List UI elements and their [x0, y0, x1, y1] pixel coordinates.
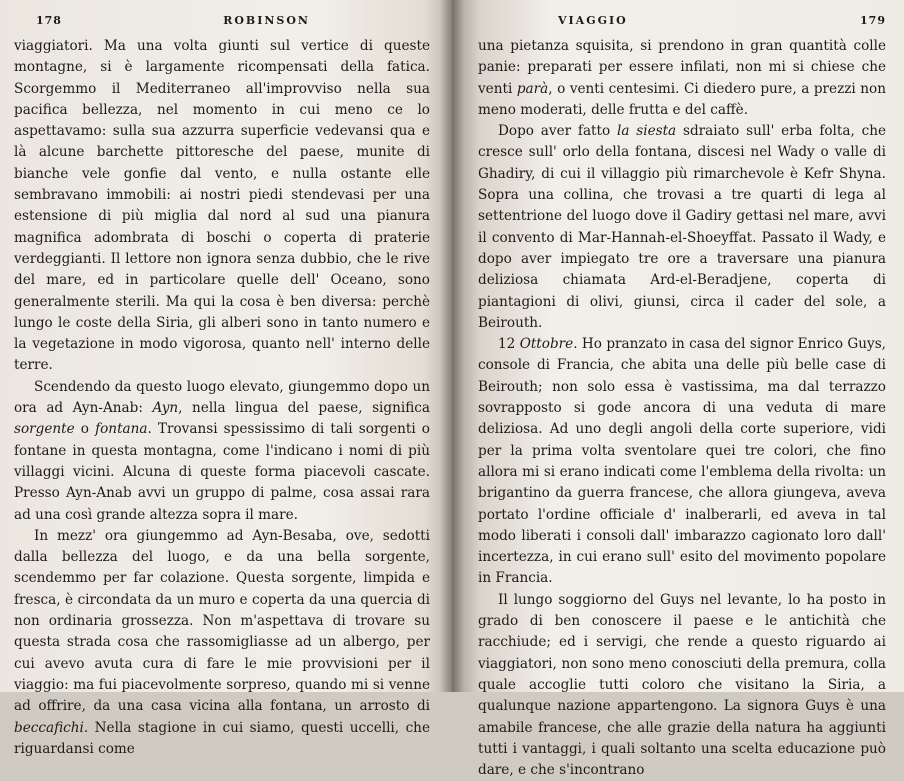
page-number: 179 [860, 14, 886, 27]
italic-text: fontana [95, 421, 148, 438]
text-run: Il lungo soggiorno del Guys nel levante, lo ha posto in grado di ben conoscere il paese e le antichità che racchiude; ed i servigi, che rende a questo riguardo ai viaggiatori, non sono meno conosciuti della premura, colla quale accoglie tutti coloro che visitano la Siria, a qualunque nazione appartengono. La signora Guys è una amabile francese, che alle grazie della natura ha aggiunti tutti i vantaggi, i quali soltanto una scelta educazione può dare, e che s'incontrano [478, 591, 886, 779]
left-page-body [14, 36, 430, 760]
italic-text: la siesta [616, 123, 677, 140]
text-run: , o venti centesimi. Ci diedero pure, a prezzi non meno moderati, delle frutta e del caffè. [478, 80, 886, 118]
paragraph [478, 36, 886, 121]
left-page-header [14, 14, 430, 36]
text-run: . Ho pranzato in casa del signor Enrico Guys, console di Francia, che abita una delle più belle case di Beirouth; non solo essa è vastissima, ma dal terrazzo sovrapposto si gode ancora di una veduta di mare deliziosa. Ad uno degli angoli della corte superiore, vidi per la prima volta sventolare quei tre colori, che fino allora mi si erano indicati come l'emblema della rivolta: un brigantino da guerra francese, che allora giungeva, aveva portato l'ordine officiale d' inalberarli, ed aveva in tal modo liberati i consoli dall' imbarazzo cagionato loro dall' incertezza, in cui erano sull' esito del movimento popolare in Francia. [478, 336, 886, 587]
italic-text: Ayn [152, 400, 179, 417]
paragraph [14, 526, 430, 760]
text-run: sdraiato sull' erba folta, che cresce sull' orlo della fontana, discesi nel Wady o valle di Ghadiry, di cui il villaggio più rimarchevole è Kefr Shyna. Sopra una collina, che trovasi a tre quarti di lega al settentrione del luogo dove il Gadiry gettasi nel mare, avvi il convento di Mar-Hannah-el-Shoeyffat. Passato il Wady, e dopo aver impiegato tre ore a traversare una pianura deliziosa chiamata Ard-el-Beradjene, coperta di piantagioni di olivi, giunsi, circa il cader del sole, a Beirouth. [478, 123, 886, 331]
text-run: o [74, 421, 96, 438]
text-run: Scendendo da questo luogo elevato, giungemmo dopo un ora ad Ayn-Anab: [14, 378, 430, 417]
text-run: Dopo aver fatto [498, 123, 617, 140]
left-page [0, 0, 452, 757]
paragraph [14, 36, 430, 377]
running-head: VIAGGIO [558, 14, 628, 27]
paragraph [478, 121, 886, 334]
right-page-body [478, 36, 886, 781]
italic-text: Ottobre [519, 336, 574, 353]
text-run: viaggiatori. Ma una volta giunti sul vertice di queste montagne, si è largamente ricompensati della fatica. Scorgemmo il Mediterraneo all'improvviso nella sua pacifica bellezza, nel momento in cui meno ce lo aspettavamo: sulla sua azzurra superficie vedevansi qua e là alcune barchette pittoresche del paese, munite di bianche vele gonfie dal vento, e nulla ostante elle sembravano immobili: ai nostri piedi stendevasi per una estensione di più miglia dal nord al sud una pianura magnifica adombrata di boschi o coperta di praterie verdeggianti. Il lettore non ignora senza dubbio, che le rive del mare, ed in particolare quelle dell' Oceano, sono generalmente sterili. Ma qui la cosa è ben diversa: perchè lungo le coste della Siria, gli alberi sono in tanto numero e la vegetazione in modo vigorosa, quanto nell' interno delle terre. [14, 38, 430, 374]
right-page [452, 0, 904, 779]
text-run: . Nella stagione in cui siamo, questi uccelli, che riguardansi come [14, 719, 430, 757]
page-number: 178 [36, 14, 62, 27]
text-run: una pietanza squisita, si prendono in gran quantità colle panie: preparati per essere infilati, non mi si chiese che venti [478, 38, 886, 97]
italic-text: beccafichi [14, 719, 84, 736]
text-run: . Trovansi spessissimo di tali sorgenti o fontane in questa montagna, come l'indicano i nomi di più villaggi vicini. Alcuna di queste forma piacevoli cascate. Presso Ayn-Anab avvi un gruppo di palme, cosa assai rara ad una così grande altezza sopra il mare. [14, 421, 430, 523]
italic-text: sorgente [14, 421, 75, 438]
italic-text: parà [516, 80, 549, 97]
right-page-header [478, 14, 886, 36]
running-head: ROBINSON [223, 14, 310, 27]
text-run: 12 [498, 336, 520, 353]
paragraph [478, 334, 886, 590]
paragraph [14, 377, 430, 526]
paragraph [478, 590, 886, 781]
text-run: , nella lingua del paese, significa [178, 400, 430, 417]
text-run: In mezz' ora giungemmo ad Ayn-Besaba, ove, sedotti dalla bellezza del luogo, e da una bella sorgente, scendemmo per far colazione. Questa sorgente, limpida e fresca, è circondata da un muro e coperta da una quercia di non ordinaria grossezza. Non m'aspettava di trovare su questa strada cosa che rassomigliasse ad un albergo, per cui avevo avuta cura di fare le mie provvisioni per il viaggio: ma fui piacevolmente sorpreso, quando mi si venne ad offrire, da una casa vicina alla fontana, un arrosto di [14, 527, 430, 715]
